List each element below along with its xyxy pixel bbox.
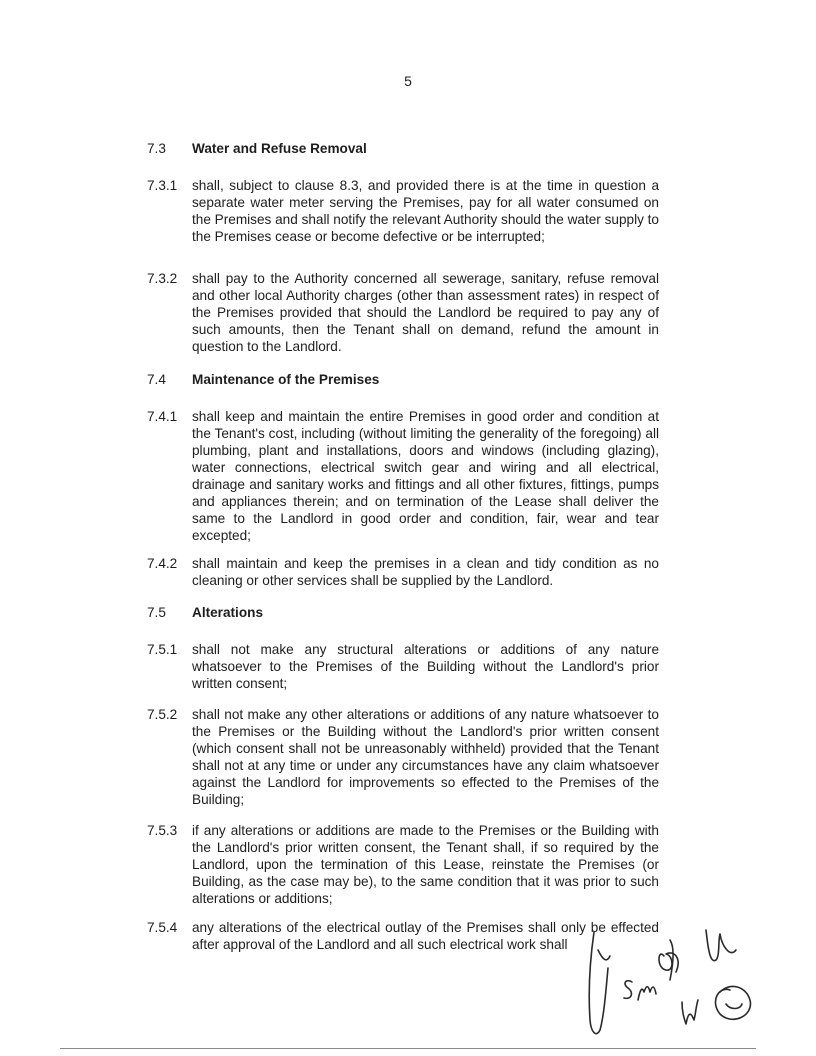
clause-7-4-1 <box>147 408 659 544</box>
clause-number: 7.4.1 <box>147 409 178 424</box>
section-number: 7.3 <box>147 141 166 156</box>
section-title: Maintenance of the Premises <box>192 372 380 387</box>
clause-7-5-2 <box>147 706 659 808</box>
clause-number: 7.5.3 <box>147 823 178 838</box>
section-number: 7.4 <box>147 372 166 387</box>
handwritten-initials <box>570 920 770 1040</box>
clause-text: shall, subject to clause 8.3, and provided there is at the time in question a separate water meter serving the Premises, pay for all water consumed on the Premises and shall notify the relevant Authority should the water supply to the Premises cease or become defective or be interrupted; <box>192 178 659 244</box>
clause-number: 7.5.1 <box>147 642 178 657</box>
clause-7-4-2 <box>147 555 659 589</box>
clause-7-3-2 <box>147 270 659 355</box>
clause-text: shall maintain and keep the premises in a clean and tidy condition as no cleaning or other services shall be supplied by the Landlord. <box>192 556 659 588</box>
section-title: Alterations <box>192 605 264 620</box>
clause-number: 7.3.2 <box>147 271 178 286</box>
clause-text: shall not make any other alterations or additions of any nature whatsoever to the Premises or the Building without the Landlord's prior written consent (which consent shall not be unreasonably withheld) provided that the Tenant shall not at any time or under any circumstances have any claim whatsoever against the Landlord for improvements so effected to the Premises of the Building; <box>192 707 659 807</box>
clause-text: shall not make any structural alterations or additions of any nature whatsoever to the Premises of the Building without the Landlord's prior written consent; <box>192 642 659 691</box>
clause-text: shall pay to the Authority concerned all sewerage, sanitary, refuse removal and other local Authority charges (other than assessment rates) in respect of the Premises provided that should the Landlord be required to pay any of such amounts, then the Tenant shall on demand, refund the amount in question to the Landlord. <box>192 271 659 354</box>
clause-number: 7.5.2 <box>147 707 178 722</box>
section-title: Water and Refuse Removal <box>192 141 367 156</box>
clause-number: 7.4.2 <box>147 556 178 571</box>
page-number: 5 <box>404 73 412 89</box>
clause-text: shall keep and maintain the entire Premises in good order and condition at the Tenant's cost, including (without limiting the generality of the foregoing) all plumbing, plant and installations, doors and windows (including glazing), water connections, electrical switch gear and wiring and all electrical, drainage and sanitary works and fittings and all other fixtures, fittings, pumps and appliances therein; and on termination of the Lease shall deliver the same to the Landlord in good order and condition, fair, wear and tear excepted; <box>192 409 659 543</box>
section-number: 7.5 <box>147 605 166 620</box>
clause-number: 7.3.1 <box>147 178 178 193</box>
clause-7-5-1 <box>147 641 659 692</box>
page-bottom-rule <box>60 1048 756 1049</box>
clause-7-3-1 <box>147 177 659 245</box>
clause-text: if any alterations or additions are made to the Premises or the Building with the Landlord's prior written consent, the Tenant shall, if so required by the Landlord, upon the termination of this Lease, reinstate the Premises (or Building, as the case may be), to the same condition that it was prior to such alterations or additions; <box>192 823 659 906</box>
clause-number: 7.5.4 <box>147 920 178 935</box>
clause-7-5-3 <box>147 822 659 907</box>
clause-text: any alterations of the electrical outlay of the Premises shall only be effected after approval of the Landlord and all such electrical work shall <box>192 920 659 952</box>
